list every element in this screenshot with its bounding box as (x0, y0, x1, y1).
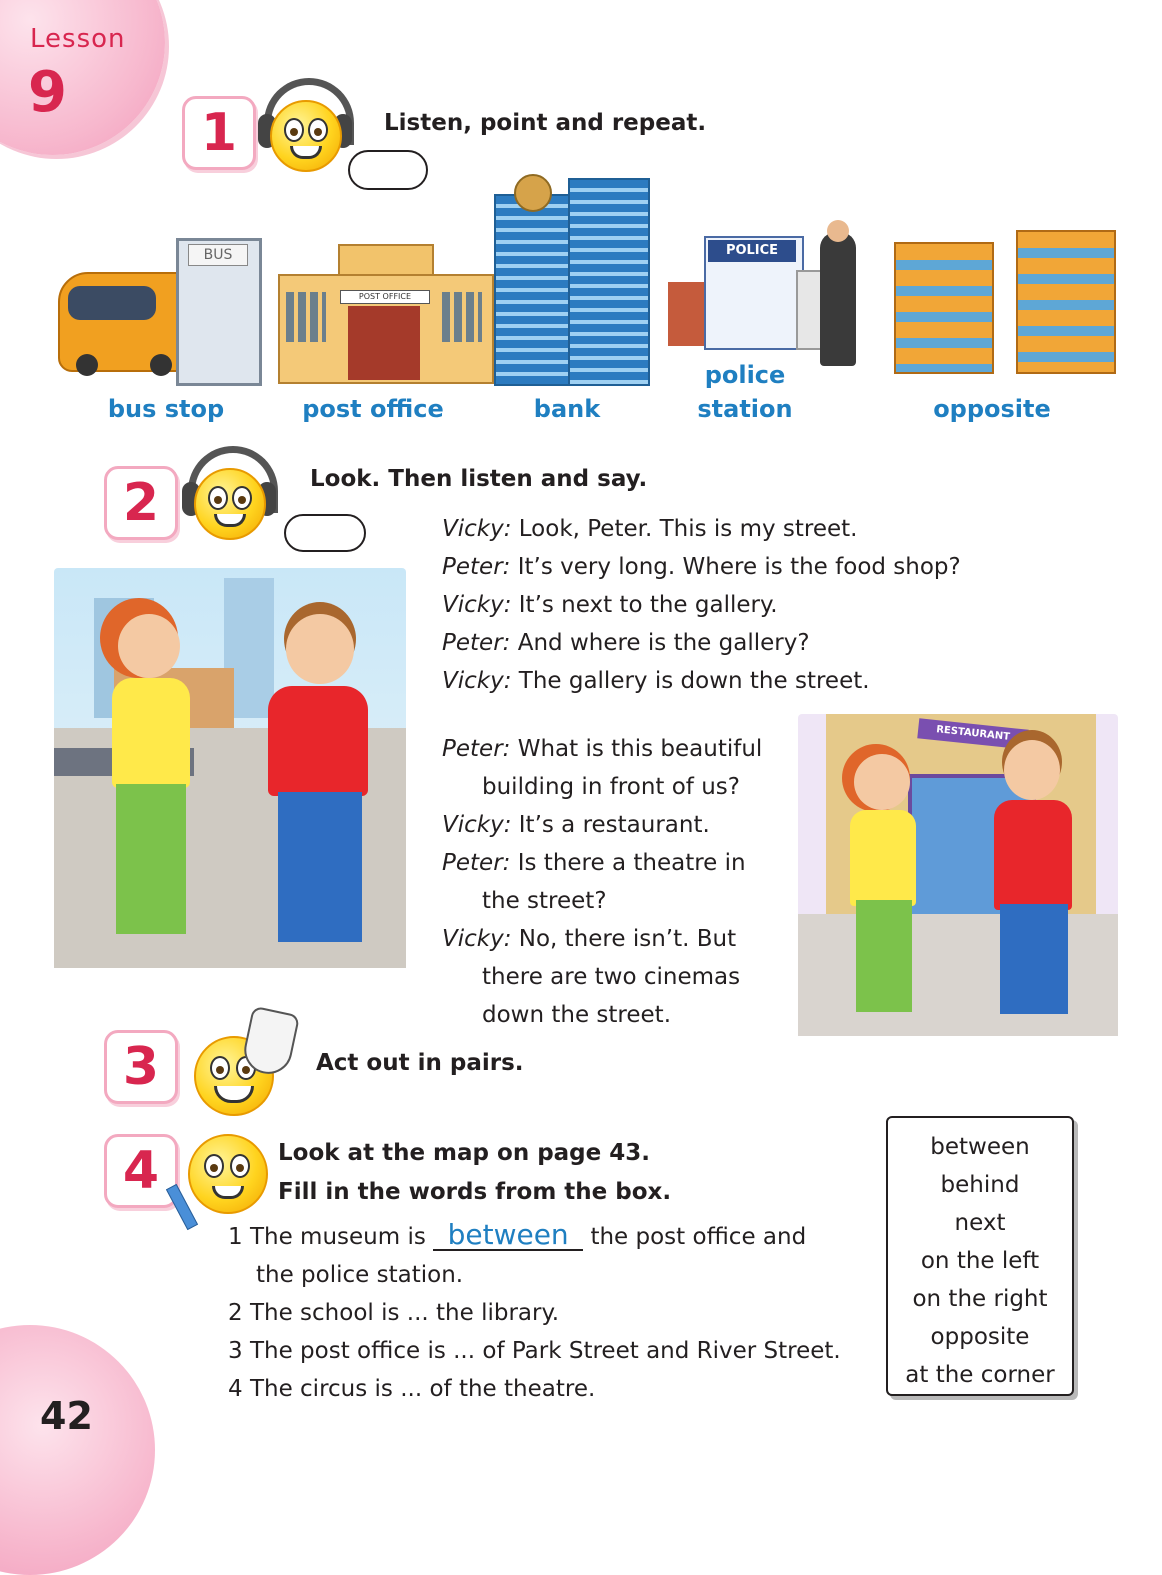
restaurant-illustration (798, 714, 1118, 1036)
vocab-bus-stop: bus stop (107, 395, 225, 423)
page-number: 42 (40, 1394, 93, 1438)
bank-image (494, 174, 648, 382)
page-corner (0, 1325, 155, 1575)
vocab-opposite: opposite (933, 395, 1051, 423)
pencil-smiley-icon (176, 1130, 276, 1230)
word-box-item: next (954, 1210, 1006, 1236)
sentence-number: 1 (228, 1224, 243, 1250)
dialogue-line (442, 510, 1002, 548)
sentence-text: The school is ... the library. (249, 1300, 560, 1326)
post-office-sign: POST OFFICE (340, 290, 430, 304)
word-box-item: between (930, 1134, 1030, 1160)
dialogue-text: Is there a theatre in (510, 850, 746, 876)
dialogue-1 (442, 510, 1002, 700)
speaker: Vicky: (442, 812, 512, 838)
word-box-item: on the right (912, 1286, 1048, 1312)
speaker: Peter: (442, 554, 511, 580)
dialogue-line (442, 920, 782, 958)
dialogue-line (442, 548, 1002, 586)
word-box (886, 1116, 1074, 1396)
exercise-4-number: 4 (104, 1134, 178, 1208)
instruction-line: Fill in the words from the box. (278, 1179, 672, 1205)
listen-smiley-icon (182, 446, 282, 556)
exercise-4-instruction (278, 1134, 671, 1212)
dialogue-text: It’s a restaurant. (511, 812, 710, 838)
word-box-item: opposite (930, 1324, 1030, 1350)
bus-sign: BUS (188, 244, 248, 266)
speaker: Vicky: (442, 516, 512, 542)
bus-stop-image (58, 236, 258, 382)
restaurant-sign: RESTAURANT (917, 718, 1028, 749)
speaker: Vicky: (442, 668, 512, 694)
speech-bubble-icon (348, 150, 428, 190)
dialogue-text: What is this beautiful (510, 736, 763, 762)
sentence-text: The museum is (249, 1224, 434, 1250)
vocab-post-office: post office (302, 395, 444, 423)
lesson-number: 9 (28, 60, 67, 125)
dialogue-continuation: building in front of us? (482, 774, 740, 800)
sentence-number: 4 (228, 1376, 243, 1402)
sentence (228, 1370, 878, 1408)
dialogue-line (442, 730, 782, 768)
sentence-number: 3 (228, 1338, 243, 1364)
speech-bubble-icon (284, 514, 366, 552)
dialogue-line (442, 586, 1002, 624)
police-sign: POLICE (708, 240, 796, 262)
sentence-text: The circus is ... of the theatre. (249, 1376, 596, 1402)
dialogue-line (442, 624, 1002, 662)
dialogue-text: It’s very long. Where is the food shop? (510, 554, 961, 580)
word-box-item: at the corner (905, 1362, 1055, 1388)
speaker: Peter: (442, 850, 511, 876)
dialogue-text: It’s next to the gallery. (511, 592, 778, 618)
speaker: Peter: (442, 736, 511, 762)
dialogue-text: The gallery is down the street. (511, 668, 870, 694)
dialogue-text: No, there isn’t. But (511, 926, 737, 952)
theatre-mask-smiley-icon (184, 1010, 304, 1120)
dialogue-2 (442, 730, 782, 1034)
sentence-text: The post office is ... of Park Street and River Street. (249, 1338, 841, 1364)
exercise-2-instruction: Look. Then listen and say. (310, 466, 648, 492)
sentence-continuation: the police station. (256, 1262, 464, 1288)
vocab-police-station: police station (697, 361, 793, 423)
listen-smiley-icon (258, 78, 358, 188)
sentence (228, 1218, 878, 1256)
exercise-4-sentences (228, 1218, 878, 1408)
speaker: Peter: (442, 630, 511, 656)
exercise-3-number: 3 (104, 1030, 178, 1104)
speaker: Vicky: (442, 926, 512, 952)
answer-blank[interactable]: between (433, 1221, 583, 1251)
dialogue-continuation: down the street. (482, 1002, 672, 1028)
dialogue-text: Look, Peter. This is my street. (511, 516, 858, 542)
police-station-image (668, 196, 868, 368)
exercise-1-number: 1 (182, 96, 256, 170)
instruction-line: Look at the map on page 43. (278, 1140, 650, 1166)
dialogue-line (442, 806, 782, 844)
dialogue-line (442, 662, 1002, 700)
dialogue-text: And where is the gallery? (510, 630, 810, 656)
exercise-1-instruction: Listen, point and repeat. (384, 110, 707, 136)
sentence (228, 1294, 878, 1332)
post-office-image (278, 244, 490, 382)
exercise-3-instruction: Act out in pairs. (316, 1050, 524, 1076)
opposite-buildings-image (894, 230, 1112, 372)
lesson-label: Lesson (30, 24, 126, 54)
speaker: Vicky: (442, 592, 512, 618)
word-box-item: behind (940, 1172, 1020, 1198)
street-illustration (54, 568, 406, 968)
dialogue-continuation: there are two cinemas (482, 964, 741, 990)
sentence-text: the post office and (583, 1224, 807, 1250)
exercise-2-number: 2 (104, 466, 178, 540)
word-box-item: on the left (920, 1248, 1040, 1274)
sentence (228, 1332, 878, 1370)
vocab-bank: bank (533, 395, 601, 423)
sentence-number: 2 (228, 1300, 243, 1326)
dialogue-continuation: the street? (482, 888, 607, 914)
dialogue-line (442, 844, 782, 882)
